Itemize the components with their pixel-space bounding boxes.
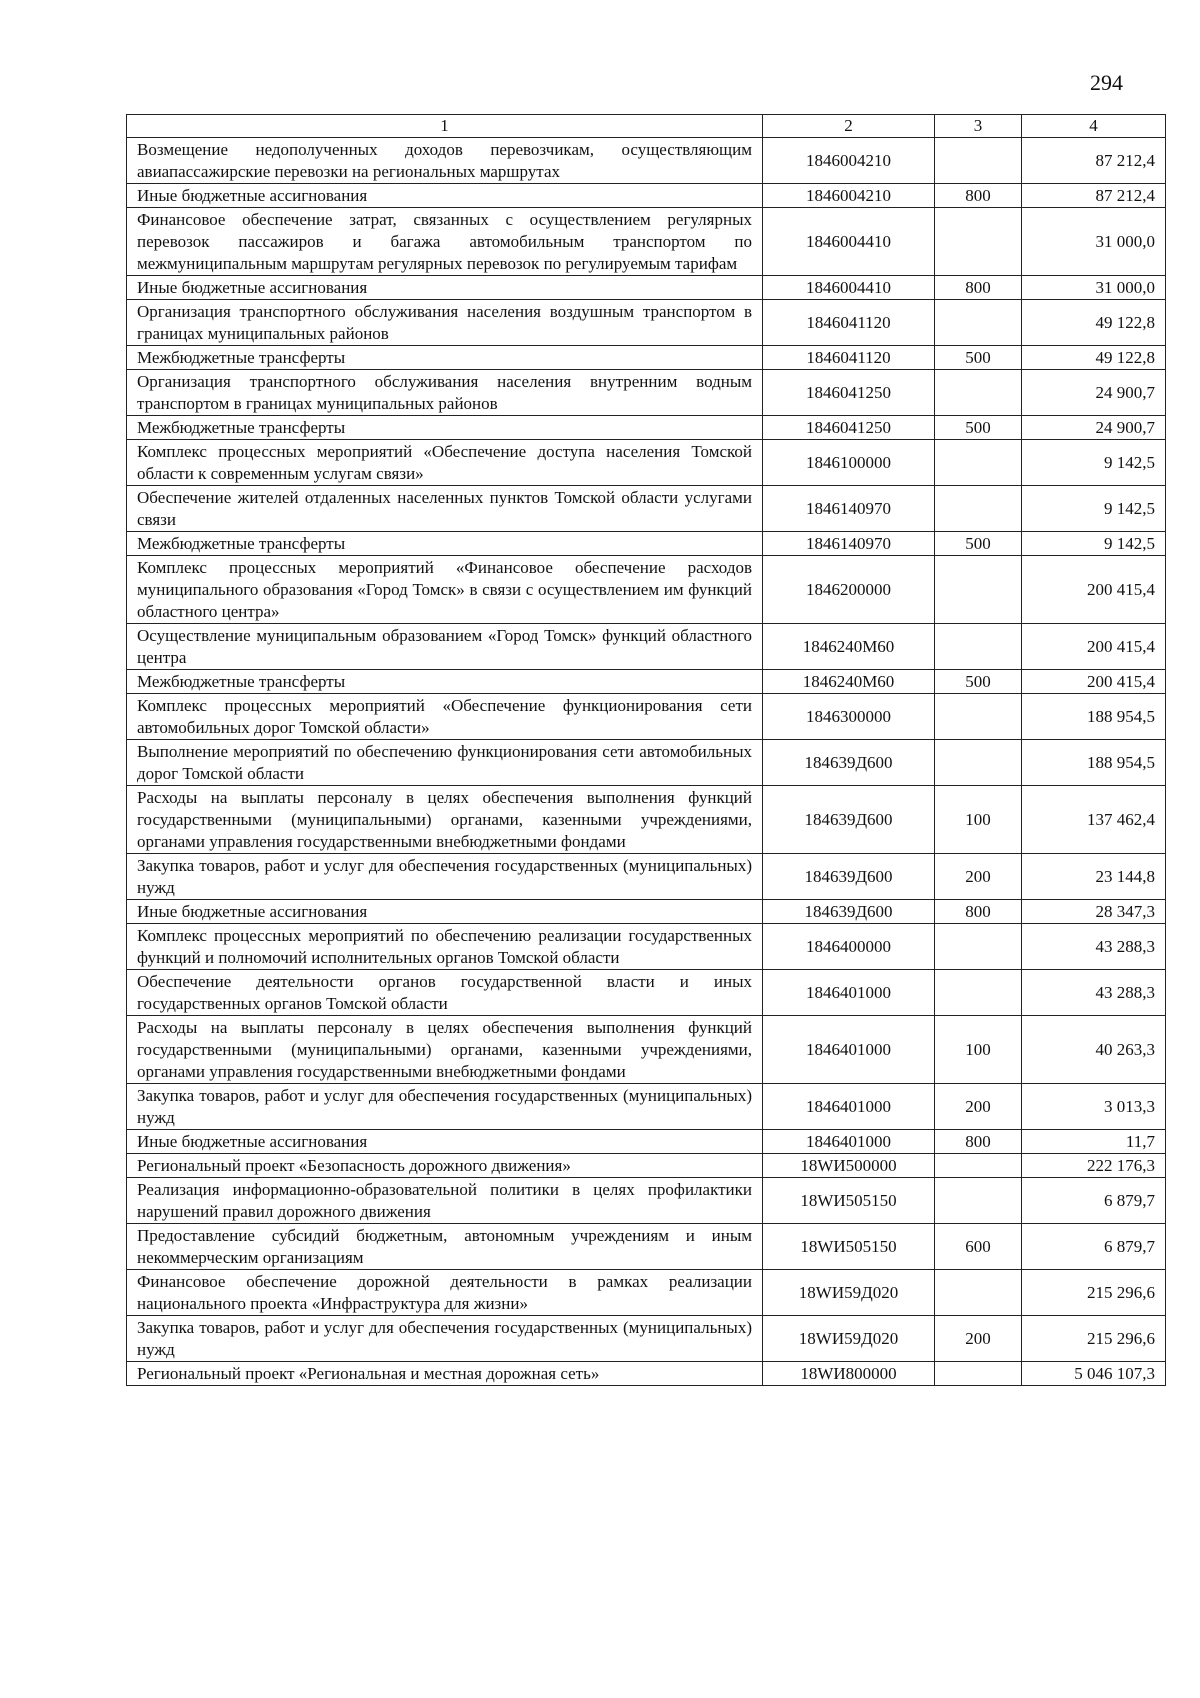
table-row <box>127 370 1166 416</box>
row-amount-cell: 23 144,8 <box>1022 854 1166 900</box>
row-name-cell: Региональный проект «Региональная и местная дорожная сеть» <box>127 1362 763 1386</box>
table-row <box>127 970 1166 1016</box>
table-row <box>127 486 1166 532</box>
table-row <box>127 1016 1166 1084</box>
row-name-cell: Расходы на выплаты персоналу в целях обеспечения выполнения функций государственными (муниципальными) органами, казенными учреждениями, органами управления государственными внебюджетными фондами <box>127 786 763 854</box>
row-name-cell: Закупка товаров, работ и услуг для обеспечения государственных (муниципальных) нужд <box>127 854 763 900</box>
table-row <box>127 1316 1166 1362</box>
row-expense-type-cell: 500 <box>935 416 1022 440</box>
row-expense-type-cell <box>935 624 1022 670</box>
table-row <box>127 854 1166 900</box>
column-header-3: 3 <box>935 115 1022 138</box>
row-amount-cell: 24 900,7 <box>1022 370 1166 416</box>
row-expense-type-cell: 800 <box>935 1130 1022 1154</box>
row-amount-cell: 222 176,3 <box>1022 1154 1166 1178</box>
row-code-cell: 1846004410 <box>763 276 935 300</box>
row-expense-type-cell: 800 <box>935 184 1022 208</box>
row-expense-type-cell: 500 <box>935 670 1022 694</box>
row-amount-cell: 200 415,4 <box>1022 624 1166 670</box>
row-amount-cell: 87 212,4 <box>1022 138 1166 184</box>
row-amount-cell: 137 462,4 <box>1022 786 1166 854</box>
row-amount-cell: 31 000,0 <box>1022 208 1166 276</box>
row-expense-type-cell <box>935 970 1022 1016</box>
row-expense-type-cell <box>935 300 1022 346</box>
row-code-cell: 1846004410 <box>763 208 935 276</box>
row-name-cell: Возмещение недополученных доходов перевозчикам, осуществляющим авиапассажирские перевозки на региональных маршрутах <box>127 138 763 184</box>
row-name-cell: Закупка товаров, работ и услуг для обеспечения государственных (муниципальных) нужд <box>127 1316 763 1362</box>
row-expense-type-cell <box>935 1154 1022 1178</box>
row-amount-cell: 6 879,7 <box>1022 1224 1166 1270</box>
row-code-cell: 18WИ505150 <box>763 1224 935 1270</box>
row-code-cell: 1846401000 <box>763 970 935 1016</box>
row-amount-cell: 6 879,7 <box>1022 1178 1166 1224</box>
column-header-4: 4 <box>1022 115 1166 138</box>
row-name-cell: Предоставление субсидий бюджетным, автономным учреждениям и иным некоммерческим организациям <box>127 1224 763 1270</box>
table-row <box>127 346 1166 370</box>
row-expense-type-cell <box>935 694 1022 740</box>
row-code-cell: 1846401000 <box>763 1084 935 1130</box>
table-row <box>127 532 1166 556</box>
row-code-cell: 1846041250 <box>763 370 935 416</box>
row-name-cell: Закупка товаров, работ и услуг для обеспечения государственных (муниципальных) нужд <box>127 1084 763 1130</box>
row-expense-type-cell <box>935 556 1022 624</box>
row-amount-cell: 200 415,4 <box>1022 670 1166 694</box>
row-code-cell: 1846004210 <box>763 184 935 208</box>
row-amount-cell: 24 900,7 <box>1022 416 1166 440</box>
row-amount-cell: 3 013,3 <box>1022 1084 1166 1130</box>
row-code-cell: 1846140970 <box>763 532 935 556</box>
page-number: 294 <box>1090 70 1123 95</box>
row-code-cell: 1846100000 <box>763 440 935 486</box>
row-amount-cell: 40 263,3 <box>1022 1016 1166 1084</box>
row-code-cell: 18WИ59Д020 <box>763 1316 935 1362</box>
table-row <box>127 1130 1166 1154</box>
row-code-cell: 1846401000 <box>763 1016 935 1084</box>
row-code-cell: 1846240M60 <box>763 670 935 694</box>
row-expense-type-cell <box>935 740 1022 786</box>
row-code-cell: 1846004210 <box>763 138 935 184</box>
row-expense-type-cell: 200 <box>935 1316 1022 1362</box>
row-amount-cell: 87 212,4 <box>1022 184 1166 208</box>
table-row <box>127 300 1166 346</box>
row-name-cell: Межбюджетные трансферты <box>127 416 763 440</box>
row-code-cell: 184639Д600 <box>763 786 935 854</box>
row-code-cell: 18WИ800000 <box>763 1362 935 1386</box>
row-code-cell: 1846041120 <box>763 300 935 346</box>
row-name-cell: Комплекс процессных мероприятий «Финансовое обеспечение расходов муниципального образования «Город Томск» в связи с осуществлением им функций областного центра» <box>127 556 763 624</box>
table-row <box>127 276 1166 300</box>
row-name-cell: Иные бюджетные ассигнования <box>127 900 763 924</box>
row-amount-cell: 188 954,5 <box>1022 694 1166 740</box>
table-row <box>127 670 1166 694</box>
row-code-cell: 1846041250 <box>763 416 935 440</box>
table-body <box>127 138 1166 1386</box>
table-row <box>127 1362 1166 1386</box>
table-row <box>127 1270 1166 1316</box>
row-code-cell: 18WИ500000 <box>763 1154 935 1178</box>
table-row <box>127 208 1166 276</box>
row-name-cell: Реализация информационно-образовательной политики в целях профилактики нарушений правил дорожного движения <box>127 1178 763 1224</box>
row-expense-type-cell <box>935 486 1022 532</box>
row-amount-cell: 43 288,3 <box>1022 924 1166 970</box>
row-code-cell: 184639Д600 <box>763 854 935 900</box>
table-row <box>127 694 1166 740</box>
row-amount-cell: 9 142,5 <box>1022 532 1166 556</box>
row-name-cell: Организация транспортного обслуживания населения воздушным транспортом в границах муниципальных районов <box>127 300 763 346</box>
row-name-cell: Финансовое обеспечение затрат, связанных с осуществлением регулярных перевозок пассажиров и багажа автомобильным транспортом по межмуниципальным маршрутам регулярных перевозок по регулируемым тарифам <box>127 208 763 276</box>
row-name-cell: Обеспечение деятельности органов государственной власти и иных государственных органов Томской области <box>127 970 763 1016</box>
table-row <box>127 1224 1166 1270</box>
row-amount-cell: 5 046 107,3 <box>1022 1362 1166 1386</box>
row-name-cell: Обеспечение жителей отдаленных населенных пунктов Томской области услугами связи <box>127 486 763 532</box>
row-expense-type-cell: 200 <box>935 854 1022 900</box>
row-expense-type-cell <box>935 208 1022 276</box>
row-code-cell: 18WИ59Д020 <box>763 1270 935 1316</box>
row-amount-cell: 9 142,5 <box>1022 486 1166 532</box>
row-name-cell: Финансовое обеспечение дорожной деятельности в рамках реализации национального проекта «Инфраструктура для жизни» <box>127 1270 763 1316</box>
row-expense-type-cell <box>935 1270 1022 1316</box>
budget-table <box>126 114 1166 1386</box>
table-row <box>127 416 1166 440</box>
row-amount-cell: 9 142,5 <box>1022 440 1166 486</box>
row-name-cell: Межбюджетные трансферты <box>127 532 763 556</box>
table-row <box>127 556 1166 624</box>
row-expense-type-cell: 100 <box>935 1016 1022 1084</box>
row-code-cell: 18WИ505150 <box>763 1178 935 1224</box>
row-expense-type-cell <box>935 370 1022 416</box>
row-code-cell: 184639Д600 <box>763 740 935 786</box>
row-amount-cell: 215 296,6 <box>1022 1270 1166 1316</box>
row-name-cell: Комплекс процессных мероприятий «Обеспечение доступа населения Томской области к современным услугам связи» <box>127 440 763 486</box>
row-expense-type-cell: 500 <box>935 532 1022 556</box>
row-amount-cell: 188 954,5 <box>1022 740 1166 786</box>
row-amount-cell: 43 288,3 <box>1022 970 1166 1016</box>
table-row <box>127 1154 1166 1178</box>
row-expense-type-cell <box>935 924 1022 970</box>
table-row <box>127 740 1166 786</box>
row-name-cell: Осуществление муниципальным образованием «Город Томск» функций областного центра <box>127 624 763 670</box>
table-row <box>127 624 1166 670</box>
row-name-cell: Комплекс процессных мероприятий по обеспечению реализации государственных функций и полномочий исполнительных органов Томской области <box>127 924 763 970</box>
row-name-cell: Иные бюджетные ассигнования <box>127 276 763 300</box>
row-name-cell: Комплекс процессных мероприятий «Обеспечение функционирования сети автомобильных дорог Томской области» <box>127 694 763 740</box>
row-name-cell: Расходы на выплаты персоналу в целях обеспечения выполнения функций государственными (муниципальными) органами, казенными учреждениями, органами управления государственными внебюджетными фондами <box>127 1016 763 1084</box>
row-expense-type-cell <box>935 138 1022 184</box>
row-name-cell: Межбюджетные трансферты <box>127 346 763 370</box>
row-name-cell: Иные бюджетные ассигнования <box>127 184 763 208</box>
row-code-cell: 1846200000 <box>763 556 935 624</box>
row-name-cell: Выполнение мероприятий по обеспечению функционирования сети автомобильных дорог Томской области <box>127 740 763 786</box>
row-code-cell: 1846300000 <box>763 694 935 740</box>
row-amount-cell: 49 122,8 <box>1022 346 1166 370</box>
row-amount-cell: 49 122,8 <box>1022 300 1166 346</box>
row-amount-cell: 28 347,3 <box>1022 900 1166 924</box>
row-expense-type-cell: 800 <box>935 276 1022 300</box>
row-code-cell: 1846401000 <box>763 1130 935 1154</box>
column-header-2: 2 <box>763 115 935 138</box>
row-expense-type-cell <box>935 1362 1022 1386</box>
table-row <box>127 440 1166 486</box>
row-amount-cell: 11,7 <box>1022 1130 1166 1154</box>
table-row <box>127 786 1166 854</box>
row-expense-type-cell: 200 <box>935 1084 1022 1130</box>
row-code-cell: 1846041120 <box>763 346 935 370</box>
row-code-cell: 1846240M60 <box>763 624 935 670</box>
row-amount-cell: 200 415,4 <box>1022 556 1166 624</box>
table-row <box>127 184 1166 208</box>
row-name-cell: Организация транспортного обслуживания населения внутренним водным транспортом в границах муниципальных районов <box>127 370 763 416</box>
row-code-cell: 1846400000 <box>763 924 935 970</box>
table-row <box>127 1084 1166 1130</box>
table-row <box>127 900 1166 924</box>
row-code-cell: 1846140970 <box>763 486 935 532</box>
row-expense-type-cell <box>935 440 1022 486</box>
table-row <box>127 1178 1166 1224</box>
column-header-1: 1 <box>127 115 763 138</box>
row-name-cell: Иные бюджетные ассигнования <box>127 1130 763 1154</box>
row-code-cell: 184639Д600 <box>763 900 935 924</box>
row-expense-type-cell <box>935 1178 1022 1224</box>
table-row <box>127 138 1166 184</box>
table-header-row <box>127 115 1166 138</box>
row-expense-type-cell: 600 <box>935 1224 1022 1270</box>
row-expense-type-cell: 500 <box>935 346 1022 370</box>
row-expense-type-cell: 100 <box>935 786 1022 854</box>
row-name-cell: Межбюджетные трансферты <box>127 670 763 694</box>
row-name-cell: Региональный проект «Безопасность дорожного движения» <box>127 1154 763 1178</box>
row-expense-type-cell: 800 <box>935 900 1022 924</box>
row-amount-cell: 215 296,6 <box>1022 1316 1166 1362</box>
table-row <box>127 924 1166 970</box>
row-amount-cell: 31 000,0 <box>1022 276 1166 300</box>
